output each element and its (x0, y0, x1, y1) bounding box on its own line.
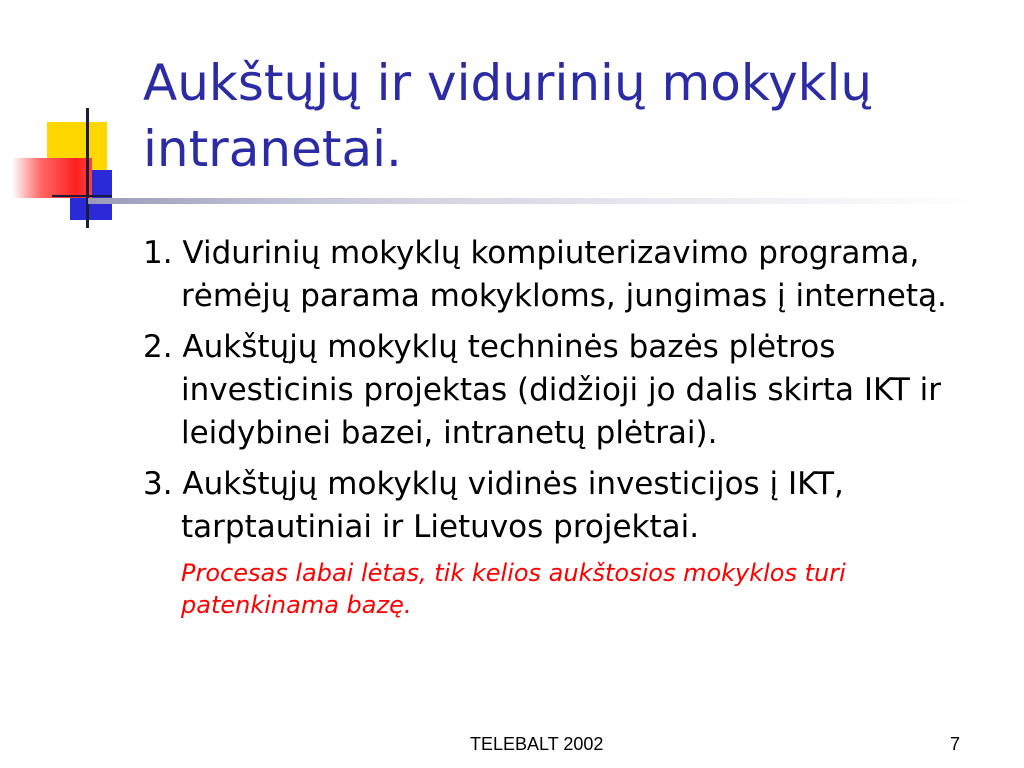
title-underline-rule (88, 198, 988, 204)
slide-title: Aukštųjų ir vidurinių mokyklų intranetai. (143, 54, 873, 178)
list-item: 3. Aukštųjų mokyklų vidinės investicijos į IKT, tarptautiniai ir Lietuvos projektai. (143, 466, 844, 545)
list-item: 2. Aukštųjų mokyklų techninės bazės plėtros investicinis projektas (didžioji jo dalis skirta IKT ir leidybinei bazei, intranetų plėtrai). (143, 329, 942, 451)
footer-text: TELEBALT 2002 (470, 734, 604, 754)
note-text: Procesas labai lėtas, tik kelios aukštosios mokyklos turi patenkinama bazę. (181, 559, 846, 619)
decorative-logo-graphic (0, 0, 140, 230)
deco-vertical-line (86, 108, 89, 228)
deco-red-bar (12, 158, 92, 198)
slide-body (143, 232, 983, 621)
deco-horizontal-line (52, 195, 112, 197)
page-number: 7 (950, 734, 961, 754)
list-item: 1. Vidurinių mokyklų kompiuterizavimo programa, rėmėjų parama mokykloms, jungimas į internetą. (143, 235, 947, 314)
